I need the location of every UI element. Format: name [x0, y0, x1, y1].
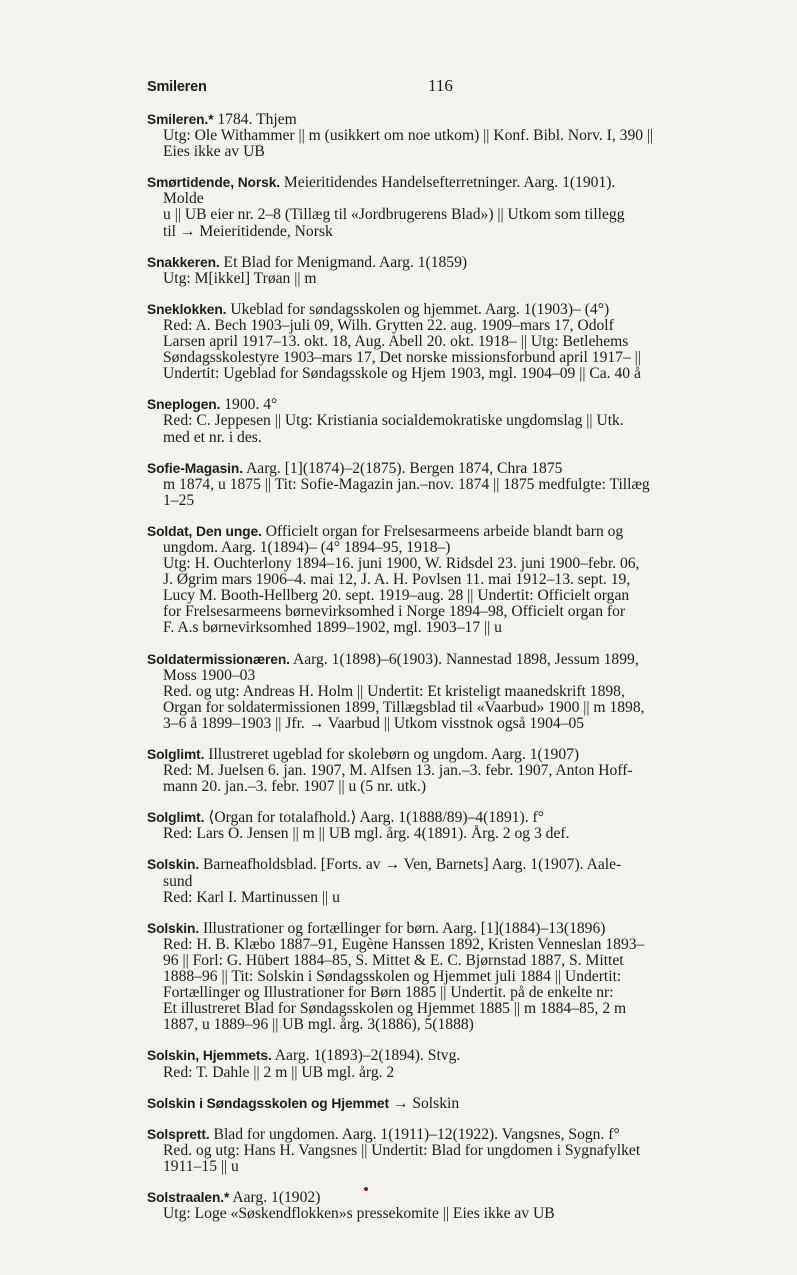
entry-first-line [147, 921, 737, 937]
entry-line [147, 716, 737, 732]
entry-line [147, 985, 737, 1001]
entry-line [147, 874, 737, 890]
entry-line [147, 540, 737, 556]
entry-first-line [147, 1096, 737, 1112]
entry-line [147, 779, 737, 795]
entry-text: Søndagsskolestyre 1903–mars 17, Det norske missionsforbund april 1917– || [163, 349, 641, 367]
entry-text: Aarg. 1(1893)–2(1894). Stvg. [271, 1047, 461, 1065]
entry-text: Et illustreret Blad for Søndagsskolen og Hjemmet 1885 || m 1884–85, 2 m [163, 1000, 627, 1018]
entry-headword: Soldatermissionæren. [147, 651, 290, 667]
entry-text: med et nr. i des. [163, 428, 262, 446]
entry-line [147, 413, 737, 429]
entry-first-line [147, 524, 737, 540]
entry-line [147, 763, 737, 779]
entry-text: Eies ikke av UB [163, 143, 265, 161]
entry-text: 3–6 å 1899–1903 || Jfr. → Vaarbud || Utkom visstnok også 1904–05 [163, 714, 585, 732]
catalog-entry [147, 397, 737, 445]
catalog-entry [147, 524, 737, 637]
entry-text: 1911–15 || u [163, 1157, 239, 1175]
catalog-entry [147, 461, 737, 509]
entry-text: 1784. Thjem [213, 111, 297, 128]
entry-text: Larsen april 1917–13. okt. 18, Aug. Abell 20. okt. 1918– || Utg: Betlehems [163, 333, 629, 351]
entry-text: for Frelsesarmeens børnevirksomhed i Norge 1894–98, Officielt organ for [163, 603, 626, 621]
entry-text: Red: H. B. Klæbo 1887–91, Eugène Hanssen 1892, Kristen Venneslan 1893– [163, 935, 645, 953]
running-head [147, 76, 707, 102]
entry-text: Red. og utg: Andreas H. Holm || Undertit: Et kristeligt maanedskrift 1898, [163, 682, 625, 700]
running-head-title: Smileren [147, 79, 207, 95]
catalog-entry [147, 857, 737, 905]
entry-headword: Smørtidende, Norsk. [147, 175, 281, 191]
entry-text: Red: T. Dahle || 2 m || UB mgl. årg. 2 [163, 1063, 395, 1081]
entry-first-line [147, 747, 737, 763]
entry-text: Utg: Ole Withammer || m (usikkert om noe utkom) || Konf. Bibl. Norv. I, 390 || [163, 127, 654, 145]
entry-text: Aarg. 1(1898)–6(1903). Nannestad 1898, Jessum 1899, [289, 650, 639, 668]
entry-text: Red: C. Jeppesen || Utg: Kristiania socialdemokratiske ungdomslag || Utk. [163, 412, 624, 430]
entry-text: m 1874, u 1875 || Tit: Sofie-Magazin jan.–nov. 1874 || 1875 medfulgte: Tillæg [163, 475, 650, 493]
entry-headword: Solskin, Hjemmets. [147, 1048, 272, 1064]
entry-headword: Solsprett. [147, 1126, 210, 1142]
entry-text: Lucy M. Booth-Hellberg 20. sept. 1919–aug. 28 || Undertit: Officielt organ [163, 587, 630, 605]
entry-line [147, 430, 737, 446]
entry-line [147, 207, 737, 223]
entry-text: 1–25 [163, 491, 195, 509]
entry-line [147, 224, 737, 240]
entry-line [147, 271, 737, 287]
catalog-entry [147, 1190, 737, 1222]
entry-text: J. Øgrim mars 1906–4. mai 12, J. A. H. Povlsen 11. mai 1912–13. sept. 19, [163, 571, 631, 589]
entry-text: 1900. 4° [220, 396, 278, 414]
entry-headword: Solglimt. [147, 747, 205, 762]
entry-text: Red: Karl I. Martinussen || u [163, 888, 340, 906]
entry-text: Fortællinger og Illustrationer for Børn 1885 || Undertit. på de enkelte nr: [163, 984, 614, 1002]
entry-line [147, 572, 737, 588]
entry-headword: Sneklokken. [147, 301, 227, 317]
catalog-entry [147, 175, 737, 239]
entry-text: Red: M. Juelsen 6. jan. 1907, M. Alfsen 13. jan.–3. febr. 1907, Anton Hoff- [163, 762, 633, 780]
entry-first-line [147, 461, 737, 477]
entry-text: mann 20. jan.–3. febr. 1907 || u (5 nr. utk.) [163, 778, 427, 796]
entry-headword: Sofie-Magasin. [147, 460, 243, 476]
entry-list [147, 112, 737, 1237]
entry-line [147, 1017, 737, 1033]
entry-text: Red: A. Bech 1903–juli 09, Wilh. Grytten 22. aug. 1909–mars 17, Odolf [163, 316, 614, 334]
entry-line [147, 668, 737, 684]
entry-line [147, 604, 737, 620]
entry-headword: Solstraalen.* [147, 1189, 230, 1205]
entry-text: Illustreret ugeblad for skolebørn og ungdom. Aarg. 1(1907) [204, 746, 580, 763]
entry-first-line [147, 1127, 737, 1143]
entry-first-line [147, 1190, 737, 1206]
entry-text: Ukeblad for søndagsskolen og hjemmet. Aarg. 1(1903)– (4°) [226, 300, 610, 318]
entry-line [147, 350, 737, 366]
catalog-entry [147, 1048, 737, 1080]
entry-line [147, 700, 737, 716]
catalog-entry [147, 255, 737, 287]
entry-text: Aarg. 1(1902) [229, 1188, 321, 1206]
entry-text: Organ for soldatermissionen 1899, Tillægsblad til «Vaarbud» 1900 || m 1898, [163, 698, 645, 716]
catalog-entry [147, 921, 737, 1034]
entry-line [147, 1001, 737, 1017]
entry-text: 1888–96 || Tit: Solskin i Søndagsskolen og Hjemmet juli 1884 || Undertit: [163, 968, 622, 986]
entry-text: sund [163, 872, 193, 890]
entry-text: ungdom. Aarg. 1(1894)– (4° 1894–95, 1918–) [163, 538, 451, 556]
entry-line [147, 890, 737, 906]
page-number: 116 [428, 76, 453, 95]
catalog-entry [147, 1096, 737, 1112]
entry-text: u || UB eier nr. 2–8 (Tillæg til «Jordbrugerens Blad») || Utkom som tillegg [163, 206, 625, 224]
entry-line [147, 191, 737, 207]
entry-first-line [147, 255, 737, 271]
entry-first-line [147, 112, 737, 128]
entry-text: Illustrationer og fortællinger for børn. Aarg. [1](1884)–13(1896) [199, 919, 606, 937]
entry-headword: Solskin. [147, 920, 200, 936]
entry-line [147, 826, 737, 842]
catalog-entry [147, 112, 737, 160]
entry-first-line [147, 857, 737, 873]
entry-first-line [147, 397, 737, 413]
entry-line [147, 969, 737, 985]
entry-text: 96 || Forl: G. Hübert 1884–85, S. Mittet & E. C. Bjørnstad 1887, S. Mittet [163, 951, 624, 969]
entry-line [147, 588, 737, 604]
entry-headword: Sneplogen. [147, 397, 221, 413]
entry-line [147, 620, 737, 636]
entry-first-line [147, 810, 737, 826]
entry-headword: Smileren.* [147, 112, 214, 127]
entry-line [147, 1143, 737, 1159]
entry-text: Officielt organ for Frelsesarmeens arbeide blandt barn og [261, 522, 624, 540]
entry-text: Barneafholdsblad. [Forts. av → Ven, Barnets] Aarg. 1(1907). Aale- [199, 856, 622, 874]
catalog-entry [147, 810, 737, 842]
entry-line [147, 128, 737, 144]
entry-headword: Snakkeren. [147, 254, 220, 270]
catalog-entry [147, 302, 737, 382]
entry-line [147, 144, 737, 160]
entry-text: F. A.s børnevirksomhed 1899–1902, mgl. 1903–17 || u [163, 619, 502, 637]
entry-text: Aarg. [1](1874)–2(1875). Bergen 1874, Chra 1875 [242, 459, 563, 477]
entry-first-line [147, 175, 737, 191]
ink-speck [364, 1187, 368, 1191]
catalog-entry [147, 652, 737, 732]
entry-headword: Solglimt. [147, 810, 205, 826]
entry-line [147, 684, 737, 700]
entry-headword: Solskin i Søndagsskolen og Hjemmet [147, 1095, 389, 1111]
entry-text: Undertit: Ugeblad for Søndagsskole og Hjem 1903, mgl. 1904–09 || Ca. 40 å [163, 365, 641, 383]
entry-first-line [147, 652, 737, 668]
catalog-entry [147, 747, 737, 795]
entry-text: Utg: M[ikkel] Trøan || m [163, 269, 317, 287]
entry-text: → Solskin [388, 1094, 460, 1112]
entry-text: Blad for ungdomen. Aarg. 1(1911)–12(1922). Vangsnes, Sogn. f° [209, 1125, 620, 1143]
catalog-entry [147, 1127, 737, 1175]
entry-text: ⟨Organ for totalafhold.⟩ Aarg. 1(1888/89)–4(1891). f° [204, 809, 544, 827]
entry-text: 1887, u 1889–96 || UB mgl. årg. 3(1886), 5(1888) [163, 1016, 474, 1034]
entry-line [147, 334, 737, 350]
entry-line [147, 556, 737, 572]
entry-text: Meieritidendes Handelsefterretninger. Aarg. 1(1901). [280, 174, 616, 192]
entry-first-line [147, 302, 737, 318]
entry-text: Red. og utg: Hans H. Vangsnes || Undertit: Blad for ungdomen i Sygnafylket [163, 1141, 641, 1159]
entry-text: Et Blad for Menigmand. Aarg. 1(1859) [219, 253, 468, 271]
entry-line [147, 1065, 737, 1081]
entry-line [147, 1206, 737, 1222]
entry-text: Molde [163, 190, 204, 208]
entry-line [147, 366, 737, 382]
entry-text: Utg: H. Ouchterlony 1894–16. juni 1900, W. Ridsdel 23. juni 1900–febr. 06, [163, 555, 640, 573]
entry-line [147, 937, 737, 953]
entry-text: til → Meieritidende, Norsk [163, 222, 333, 240]
entry-line [147, 493, 737, 509]
entry-first-line [147, 1048, 737, 1064]
entry-text: Red: Lars O. Jensen || m || UB mgl. årg. 4(1891). Årg. 2 og 3 def. [163, 825, 570, 843]
entry-line [147, 953, 737, 969]
entry-headword: Solskin. [147, 857, 200, 873]
entry-line [147, 477, 737, 493]
entry-headword: Soldat, Den unge. [147, 523, 262, 539]
entry-line [147, 318, 737, 334]
entry-text: Utg: Loge «Søskendflokken»s pressekomite || Eies ikke av UB [163, 1205, 555, 1223]
entry-text: Moss 1900–03 [163, 666, 256, 684]
entry-line [147, 1159, 737, 1175]
